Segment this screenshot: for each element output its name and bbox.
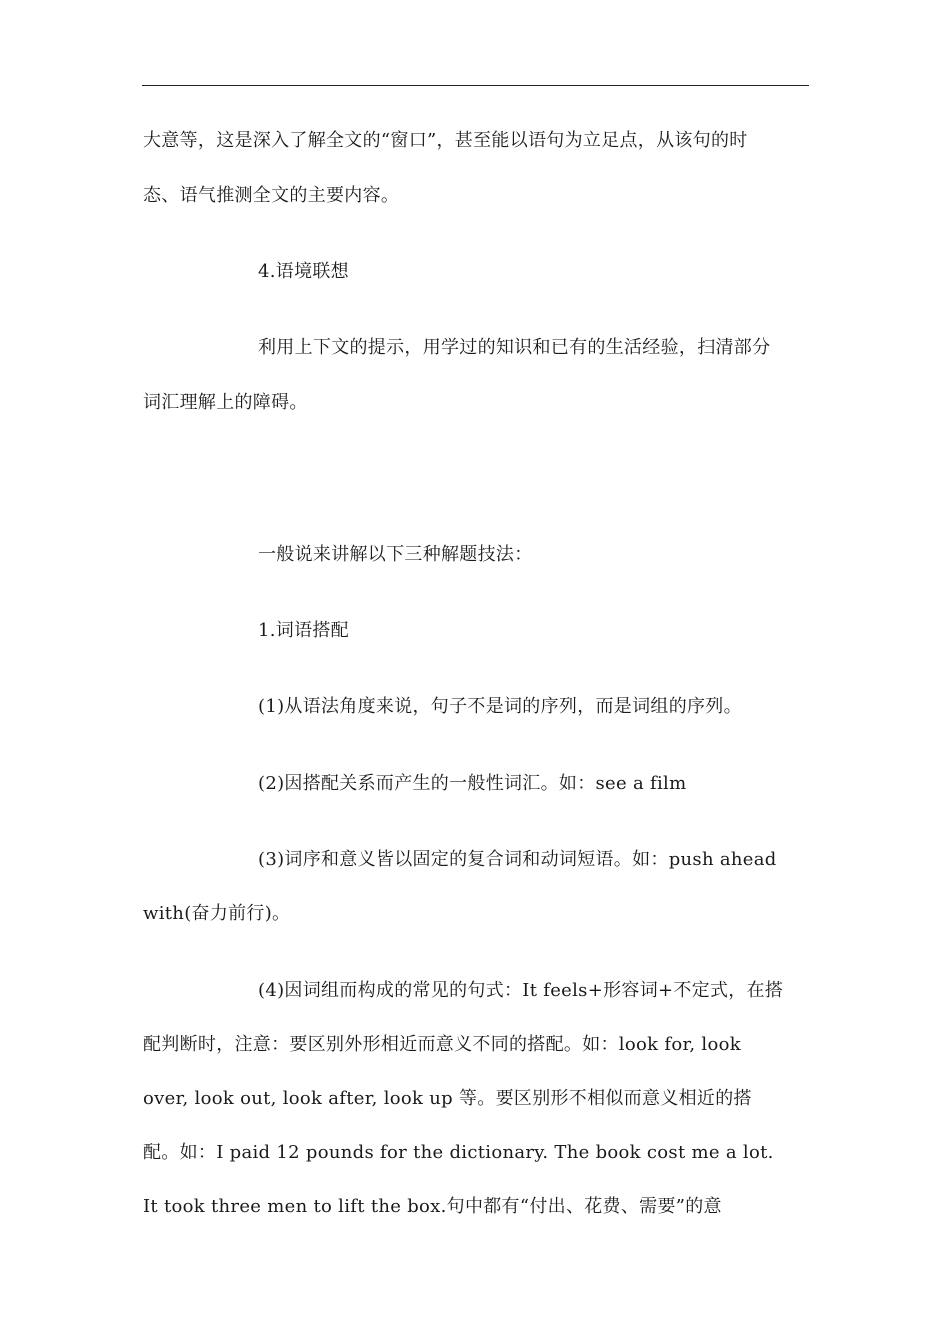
section-heading: 4.语境联想 (258, 261, 349, 282)
paragraph-line: 态、语气推测全文的主要内容。 (143, 185, 400, 206)
paragraph-line: 配判断时，注意：要区别外形相近而意义不同的搭配。如：look for, look (143, 1034, 741, 1055)
paragraph-line: 配。如：I paid 12 pounds for the dictionary. The book cost me a lot. (143, 1142, 774, 1163)
paragraph-line: over, look out, look after, look up 等。要区别形不相似而意义相近的搭 (143, 1088, 752, 1109)
paragraph-line: 一般说来讲解以下三种解题技法： (258, 544, 533, 565)
list-item: (4)因词组而构成的常见的句式：It feels+形容词+不定式，在搭 (258, 980, 784, 1001)
header-rule (142, 85, 809, 86)
list-item: (3)词序和意义皆以固定的复合词和动词短语。如：push ahead (258, 849, 777, 870)
paragraph-line: It took three men to lift the box.句中都有“付出、花费、需要”的意 (143, 1196, 722, 1217)
paragraph-line: 词汇理解上的障碍。 (143, 392, 308, 413)
paragraph-line: 利用上下文的提示，用学过的知识和已有的生活经验，扫清部分 (258, 337, 771, 358)
list-item: (1)从语法角度来说，句子不是词的序列，而是词组的序列。 (258, 696, 742, 717)
list-item: (2)因搭配关系而产生的一般性词汇。如：see a film (258, 773, 687, 794)
paragraph-line: with(奋力前行)。 (143, 903, 291, 924)
section-heading: 1.词语搭配 (258, 620, 349, 641)
paragraph-line: 大意等，这是深入了解全文的“窗口”，甚至能以语句为立足点，从该句的时 (143, 130, 748, 151)
